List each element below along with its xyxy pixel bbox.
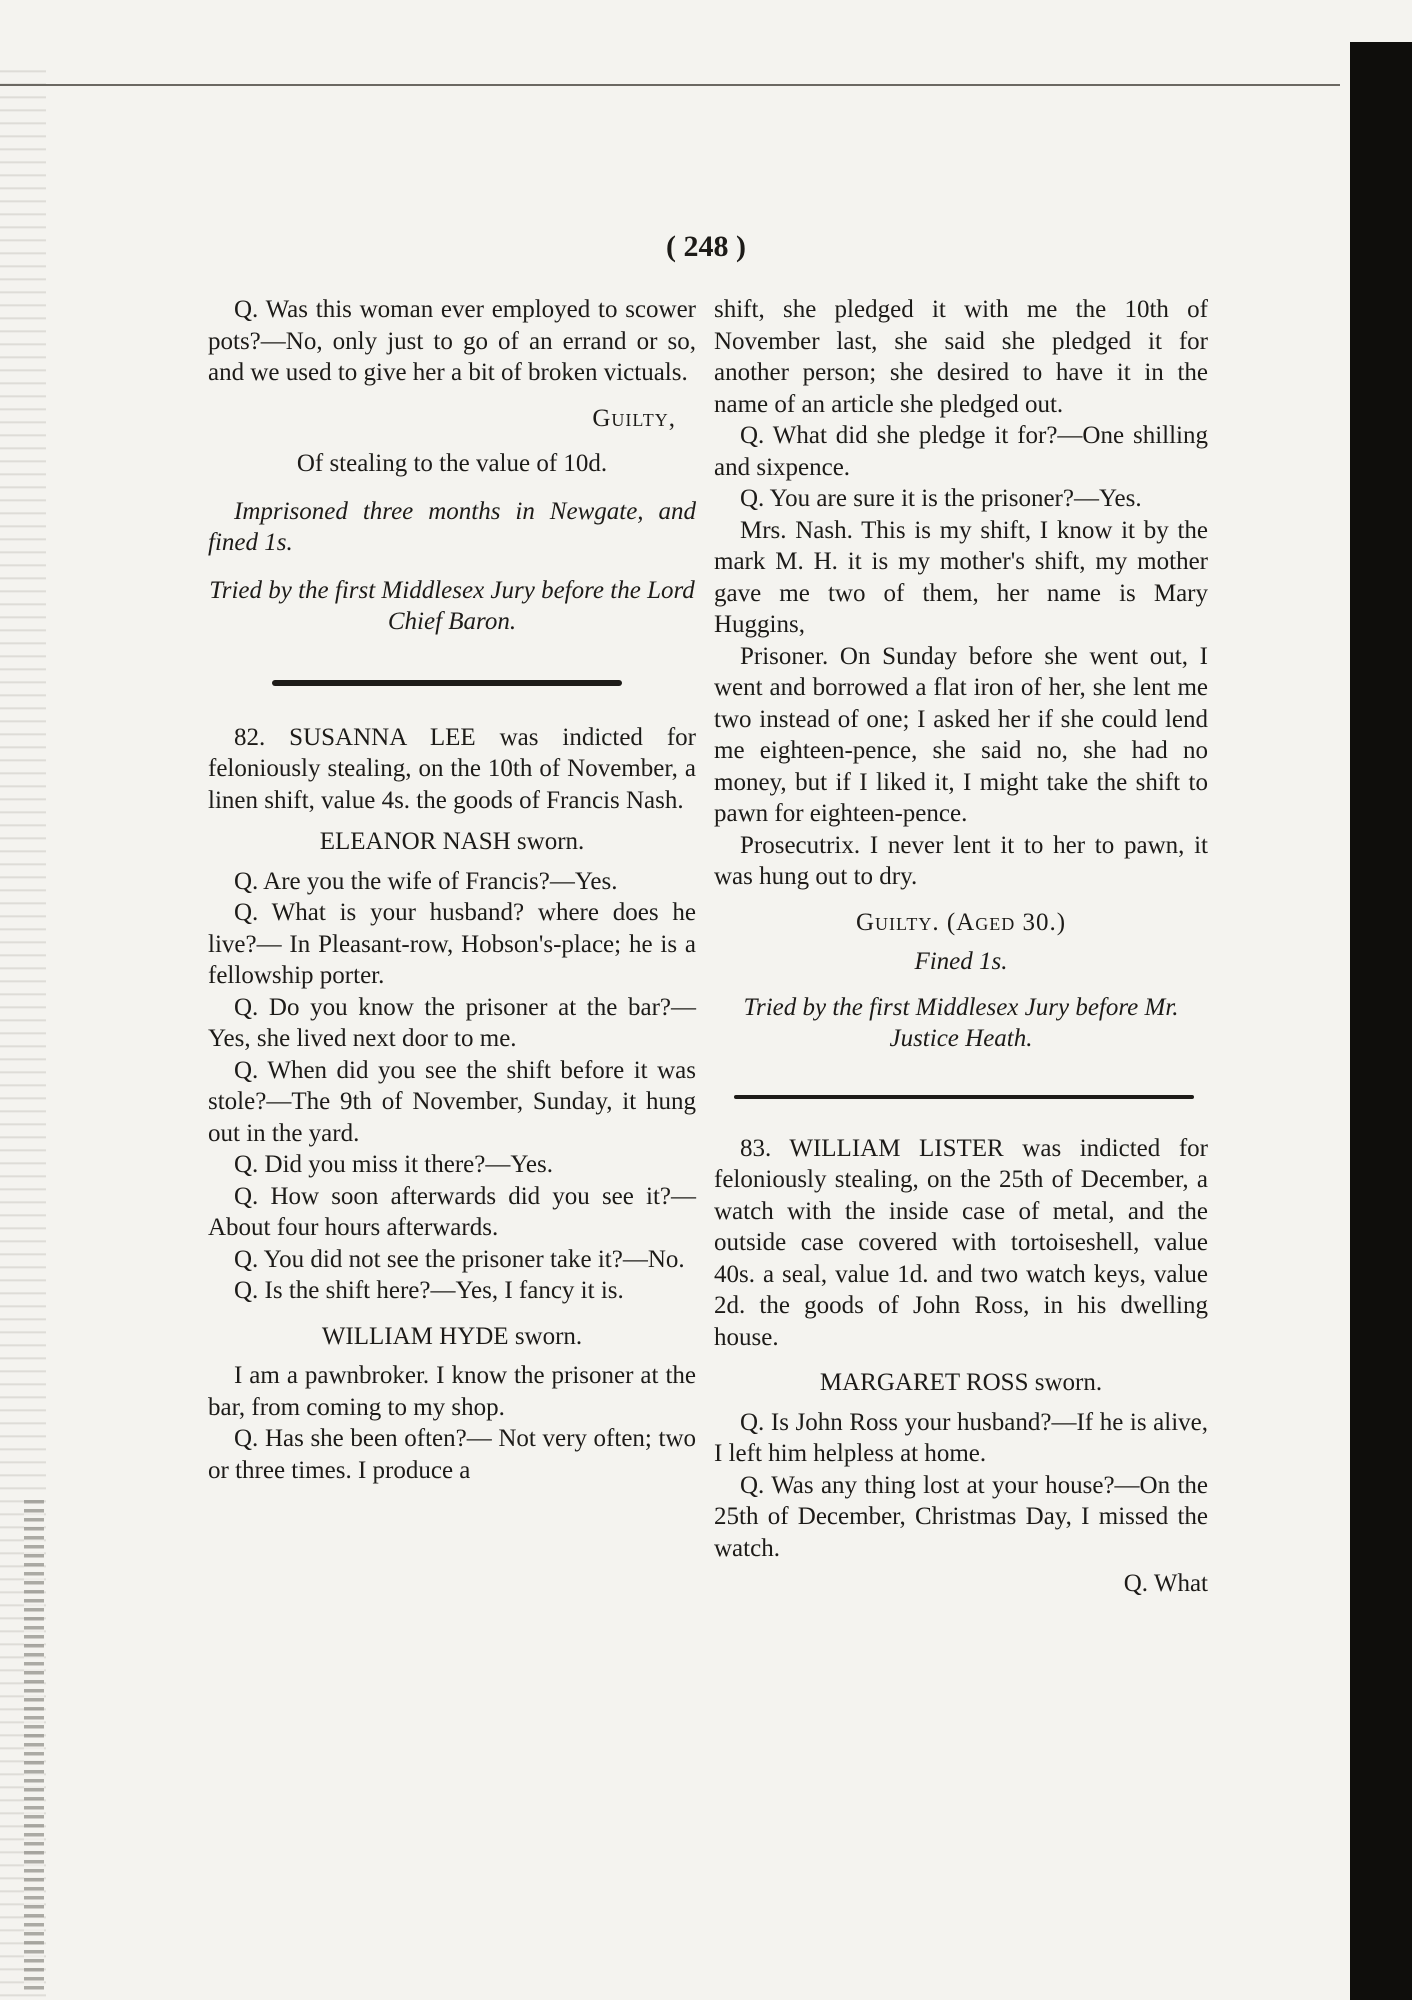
sentence: Imprisoned three months in Newgate, and fined 1s. xyxy=(208,497,696,556)
verdict: Guilty, xyxy=(592,404,676,432)
statement-mrs-nash: Mrs. Nash. This is my shift, I know it by the mark M. H. it is my mother's shift, my mother gave me two of them, her name is Mary Huggins, xyxy=(714,516,1208,638)
question: Q. What is your husband? where does he live?— In Pleasant-row, Hobson's-place; he is a fellowship porter. xyxy=(208,899,696,989)
question: Q. Is the shift here?—Yes, I fancy it is. xyxy=(234,1277,624,1304)
statement-prisoner: Prisoner. On Sunday before she went out, I went and borrowed a flat iron of her, she lent me two instead of one; I asked her if she could lend me eighteen-pence, she said no, she had no money, but if I liked it, I might take the shift to pawn for eighteen-pence. xyxy=(714,642,1208,827)
tried-by: Tried by the first Middlesex Jury before the Lord Chief Baron. xyxy=(209,576,695,635)
case-intro: 83. WILLIAM LISTER was indicted for feloniously stealing, on the 25th of December, a watch with the inside case of metal, and the outside case covered with tortoiseshell, value 40s. a seal, value 1d. and two watch keys, value 2d. the goods of John Ross, in his dwelling house. xyxy=(714,1134,1208,1351)
paragraph: Q. Was this woman ever employed to scower pots?—No, only just to go of an errand or so, and we used to give her a bit of broken victuals. xyxy=(208,296,696,386)
scan-left-edge-dark xyxy=(24,1500,44,1990)
right-column xyxy=(714,294,1208,1600)
question: Q. Do you know the prisoner at the bar?—Yes, she lived next door to me. xyxy=(208,993,696,1052)
catchword: Q. What xyxy=(1123,1570,1208,1597)
witness-heading: MARGARET ROSS sworn. xyxy=(819,1369,1103,1396)
witness-heading: ELEANOR NASH sworn. xyxy=(319,828,585,855)
question: Q. How soon afterwards did you see it?—About four hours afterwards. xyxy=(208,1182,696,1241)
case-intro: 82. SUSANNA LEE was indicted for feloniously stealing, on the 10th of November, a linen shift, value 4s. the goods of Francis Nash. xyxy=(208,723,696,814)
question: Q. Was any thing lost at your house?—On the 25th of December, Christmas Day, I missed the watch. xyxy=(714,1471,1208,1562)
witness-heading: WILLIAM HYDE sworn. xyxy=(321,1322,583,1350)
tried-by: Tried by the first Middlesex Jury before Mr. Justice Heath. xyxy=(743,993,1179,1052)
question: Q. What did she pledge it for?—One shilling and sixpence. xyxy=(714,422,1208,481)
testimony: shift, she pledged it with me the 10th of November last, she said she pledged it for another person; she desired to have it in the name of an article she pledged out. xyxy=(714,296,1208,418)
question: Q. Are you the wife of Francis?—Yes. xyxy=(234,867,618,895)
book-spine-shadow xyxy=(1350,42,1412,2000)
question: Q. When did you see the shift before it was stole?—The 9th of November, Sunday, it hung out in the yard. xyxy=(208,1056,696,1147)
testimony: I am a pawnbroker. I know the prisoner at the bar, from coming to my shop. xyxy=(208,1362,696,1421)
question: Q. Is John Ross your husband?—If he is alive, I left him helpless at home. xyxy=(714,1408,1208,1467)
offence: Of stealing to the value of 10d. xyxy=(296,450,608,477)
question: Q. Did you miss it there?—Yes. xyxy=(234,1151,553,1178)
question: Q. You are sure it is the prisoner?—Yes. xyxy=(740,485,1142,512)
statement-prosecutrix: Prosecutrix. I never lent it to her to pawn, it was hung out to dry. xyxy=(714,831,1208,890)
verdict: Guilty. (Aged 30.) xyxy=(855,908,1067,936)
top-rule xyxy=(0,84,1340,86)
question: Q. Has she been often?— Not very often; two or three times. I produce a xyxy=(208,1425,696,1484)
page-number: ( 248 ) xyxy=(666,230,746,263)
left-column xyxy=(208,294,696,1486)
question: Q. You did not see the prisoner take it?—No. xyxy=(234,1245,685,1273)
sentence: Fined 1s. xyxy=(914,948,1008,975)
